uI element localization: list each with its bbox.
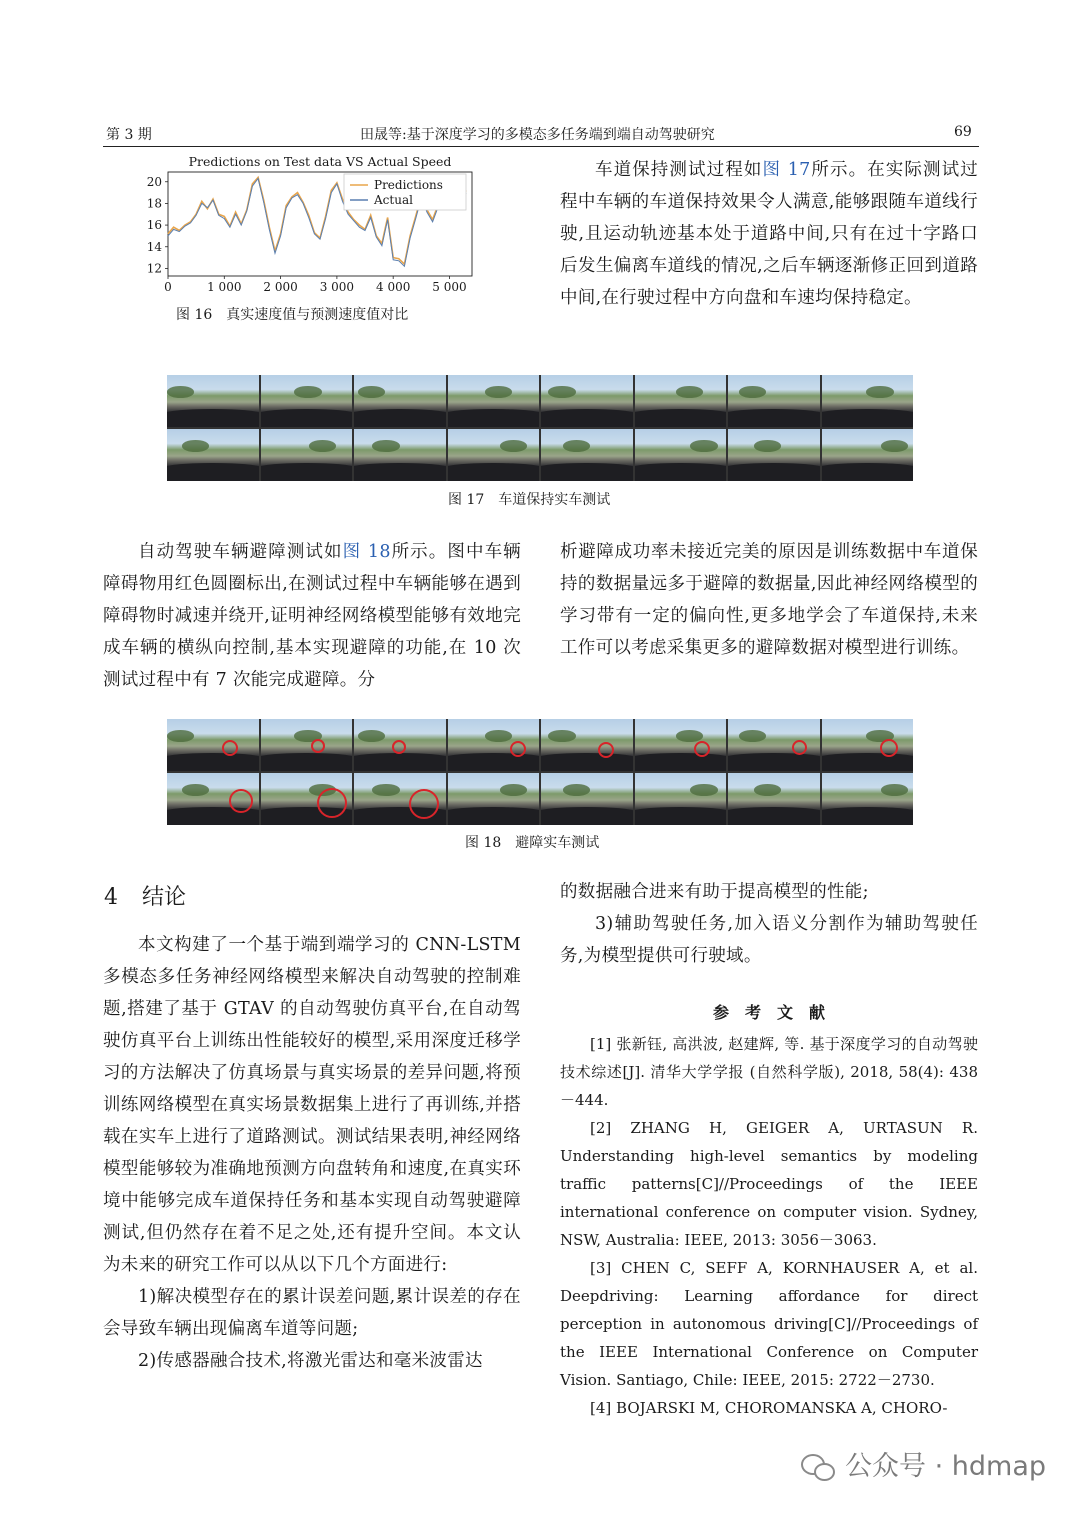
- dashboard-shape: [822, 807, 914, 825]
- tree-shape: [676, 386, 703, 397]
- tree-shape: [739, 386, 766, 397]
- section-number: 4: [104, 885, 118, 910]
- tree-shape: [866, 386, 893, 397]
- dashcam-frame: [261, 773, 353, 825]
- dashboard-shape: [822, 753, 914, 771]
- dashcam-frame: [635, 719, 727, 771]
- dashcam-frame: [728, 375, 820, 427]
- y-tick-label: 14: [146, 239, 162, 254]
- paragraph-text: 所示。图中车辆障碍物用红色圆圈标出,在测试过程中车辆能够在遇到障碍物时减速并绕开,证明神经网络模型能够有效地完成车辆的横纵向控制,基本实现避障的功能,在 10 次测试过程中有 7 次能完成避障。分: [103, 542, 521, 690]
- tree-shape: [309, 440, 336, 451]
- watermark-text: 公众号 · hdmap: [845, 1451, 1046, 1482]
- dashboard-shape: [448, 409, 540, 427]
- dashboard-shape: [728, 807, 820, 825]
- conclusion-paragraph: 本文构建了一个基于端到端学习的 CNN-LSTM 多模态多任务神经网络模型来解决自动驾驶的控制难题,搭建了基于 GTAV 的自动驾驶仿真平台,在自动驾驶仿真平台上训练出性能较好的模型,采用深度迁移学习的方法解决了仿真场景与真实场景的差异问题,将预训练网络模型在真实场景数据集上进行了再训练,并搭载在实车上进行了道路测试。测试结果表明,神经网络模型能够较为准确地预测方向盘转角和速度,在真实环境中能够完成车道保持任务和基本实现自动驾驶避障测试,但仍然存在着不足之处,还有提升空间。本文认为未来的研究工作可以从以下几个方面进行:: [103, 935, 521, 1275]
- legend-label: Actual: [374, 193, 413, 207]
- dashcam-frame: [728, 719, 820, 771]
- tree-shape: [881, 784, 908, 795]
- dashboard-shape: [541, 409, 633, 427]
- obstacle-marker-circle: [792, 740, 807, 755]
- future-work-item-2-continued: 的数据融合进来有助于提高模型的性能;: [560, 882, 869, 902]
- y-tick-label: 12: [146, 261, 162, 276]
- dashboard-shape: [448, 463, 540, 481]
- x-tick-label: 2 000: [263, 280, 298, 294]
- y-tick-label: 18: [146, 196, 162, 211]
- section-heading: [104, 880, 186, 911]
- dashcam-frame: [541, 719, 633, 771]
- tree-shape: [676, 730, 703, 741]
- dashboard-shape: [261, 409, 353, 427]
- dashcam-frame: [541, 375, 633, 427]
- figure-17-caption: 图 17 车道保持实车测试: [448, 492, 611, 508]
- dashcam-frame: [822, 375, 914, 427]
- dashboard-shape: [448, 807, 540, 825]
- tree-shape: [182, 784, 209, 795]
- tree-shape: [167, 730, 194, 741]
- tree-shape: [548, 730, 575, 741]
- dashcam-frame: [167, 429, 259, 481]
- dashboard-shape: [635, 807, 727, 825]
- references-list: [560, 1030, 978, 1422]
- dashcam-frame: [354, 719, 446, 771]
- reference-item: [1] 张新钰, 高洪波, 赵建辉, 等. 基于深度学习的自动驾驶技术综述[J]. 清华大学学报 (自然科学版), 2018, 58(4): 438－444.: [560, 1035, 978, 1109]
- obstacle-avoidance-paragraph: [103, 536, 521, 696]
- dashcam-frame: [728, 773, 820, 825]
- reference-item: [2] ZHANG H, GEIGER A, URTASUN R. Understanding high-level semantics by modeling traffic patterns[C]//Proceedings of the IEEE international conference on computer vision. Sydney, NSW, Australia: IEEE, 2013: 3056－3063.: [560, 1119, 978, 1249]
- speed-comparison-chart: [130, 150, 480, 300]
- obstacle-avoidance-photo-grid: [167, 719, 913, 825]
- obstacle-marker-circle: [880, 739, 898, 757]
- figure-reference-link[interactable]: 图 17: [762, 160, 811, 180]
- dashboard-shape: [635, 409, 727, 427]
- dashcam-frame: [167, 375, 259, 427]
- dashboard-shape: [167, 409, 259, 427]
- dashboard-shape: [354, 409, 446, 427]
- tree-shape: [358, 730, 385, 741]
- dashcam-frame: [448, 429, 540, 481]
- x-tick-label: 1 000: [207, 280, 242, 294]
- paragraph-text: 自动驾驶车辆避障测试如: [138, 542, 343, 562]
- y-tick-label: 20: [146, 174, 162, 189]
- dashcam-frame: [354, 429, 446, 481]
- conclusion-right-column: [560, 876, 978, 972]
- tree-shape: [881, 440, 908, 451]
- dashcam-frame: [822, 719, 914, 771]
- dashcam-frame: [167, 773, 259, 825]
- dashcam-frame: [448, 375, 540, 427]
- section-title: 结论: [142, 885, 187, 910]
- obstacle-marker-circle: [311, 739, 325, 753]
- dashcam-frame: [448, 719, 540, 771]
- obstacle-marker-circle: [229, 789, 253, 813]
- obstacle-marker-circle: [317, 788, 347, 818]
- tree-shape: [563, 440, 590, 451]
- tree-shape: [548, 386, 575, 397]
- obstacle-marker-circle: [510, 741, 526, 757]
- obstacle-marker-circle: [409, 789, 439, 819]
- x-tick-label: 4 000: [376, 280, 411, 294]
- dashboard-shape: [354, 753, 446, 771]
- dashboard-shape: [541, 463, 633, 481]
- dashboard-shape: [635, 463, 727, 481]
- dashcam-frame: [261, 719, 353, 771]
- tree-shape: [500, 784, 527, 795]
- dashboard-shape: [541, 807, 633, 825]
- lane-keeping-paragraph: [560, 154, 978, 314]
- dashcam-frame: [261, 429, 353, 481]
- x-tick-label: 3 000: [319, 280, 355, 294]
- obstacle-marker-circle: [392, 740, 406, 754]
- future-work-item-3: 3)辅助驾驶任务,加入语义分割作为辅助驾驶任务,为模型提供可行驶域。: [560, 914, 978, 966]
- tree-shape: [182, 440, 209, 451]
- running-title: 田晟等:基于深度学习的多模态多任务端到端自动驾驶研究: [360, 127, 715, 143]
- dashcam-frame: [635, 375, 727, 427]
- obstacle-analysis-paragraph: 析避障成功率未接近完美的原因是训练数据中车道保持的数据量远多于避障的数据量,因此神经网络模型的学习带有一定的偏向性,更多地学会了车道保持,未来工作可以考虑采集更多的避障数据对模型进行训练。: [560, 542, 978, 658]
- reference-item: [4] BOJARSKI M, CHOROMANSKA A, CHORO-: [590, 1399, 948, 1417]
- dashboard-shape: [354, 463, 446, 481]
- dashboard-shape: [167, 753, 259, 771]
- y-tick-label: 16: [146, 218, 162, 233]
- watermark: [801, 1444, 1046, 1483]
- tree-shape: [754, 440, 781, 451]
- dashcam-frame: [635, 429, 727, 481]
- dashcam-frame: [261, 375, 353, 427]
- tree-shape: [372, 440, 399, 451]
- dashcam-frame: [354, 375, 446, 427]
- tree-shape: [485, 386, 512, 397]
- dashboard-shape: [728, 753, 820, 771]
- future-work-item-2: 2)传感器融合技术,将激光雷达和毫米波雷达: [138, 1351, 483, 1371]
- dashboard-shape: [728, 409, 820, 427]
- obstacle-marker-circle: [694, 741, 710, 757]
- tree-shape: [485, 730, 512, 741]
- conclusion-left-column: [103, 929, 521, 1377]
- obstacle-marker-circle: [598, 742, 614, 758]
- dashboard-shape: [822, 409, 914, 427]
- dashcam-frame: [728, 429, 820, 481]
- tree-shape: [358, 386, 385, 397]
- lane-keeping-photo-grid: [167, 375, 913, 481]
- chart-title: Predictions on Test data VS Actual Speed: [188, 154, 452, 169]
- dashboard-shape: [728, 463, 820, 481]
- dashboard-shape: [635, 753, 727, 771]
- tree-shape: [372, 784, 399, 795]
- x-tick-label: 0: [164, 280, 172, 294]
- dashboard-shape: [448, 753, 540, 771]
- tree-shape: [754, 784, 781, 795]
- page-number: 69: [954, 124, 972, 140]
- legend-label: Predictions: [374, 178, 443, 192]
- tree-shape: [294, 386, 321, 397]
- dashcam-frame: [635, 773, 727, 825]
- dashboard-shape: [261, 753, 353, 771]
- tree-shape: [690, 440, 717, 451]
- dashcam-frame: [448, 773, 540, 825]
- references-heading: 参 考 文 献: [712, 1003, 825, 1022]
- dashcam-frame: [822, 429, 914, 481]
- tree-shape: [690, 784, 717, 795]
- obstacle-marker-circle: [222, 740, 238, 756]
- dashboard-shape: [822, 463, 914, 481]
- x-tick-label: 5 000: [432, 280, 467, 294]
- dashcam-frame: [541, 429, 633, 481]
- dashboard-shape: [541, 753, 633, 771]
- dashcam-frame: [354, 773, 446, 825]
- header-rule: [103, 146, 979, 147]
- tree-shape: [500, 440, 527, 451]
- paragraph-text: 车道保持测试过程如: [595, 160, 763, 180]
- dashcam-frame: [167, 719, 259, 771]
- issue-number: 第 3 期: [106, 127, 152, 143]
- figure-16-caption: 图 16 真实速度值与预测速度值对比: [176, 307, 409, 323]
- dashboard-shape: [167, 463, 259, 481]
- figure-18-caption: 图 18 避障实车测试: [465, 835, 600, 851]
- tree-shape: [167, 386, 194, 397]
- wechat-icon: [801, 1454, 837, 1482]
- dashboard-shape: [261, 463, 353, 481]
- reference-item: [3] CHEN C, SEFF A, KORNHAUSER A, et al. Deepdriving: Learning affordance for direct perception in autonomous driving[C]//Proceedings of the IEEE International Conference on Computer Vision. Santiago, Chile: IEEE, 2015: 2722－2730.: [560, 1259, 978, 1389]
- dashcam-frame: [541, 773, 633, 825]
- tree-shape: [739, 730, 766, 741]
- paragraph-text: 所示。在实际测试过程中车辆的车道保持效果令人满意,能够跟随车道线行驶,且运动轨迹基本处于道路中间,只有在过十字路口后发生偏离车道线的情况,之后车辆逐渐修正回到道路中间,在行驶过程中方向盘和车速均保持稳定。: [560, 160, 979, 308]
- future-work-item-1: 1)解决模型存在的累计误差问题,累计误差的存在会导致车辆出现偏离车道等问题;: [103, 1287, 521, 1339]
- tree-shape: [563, 784, 590, 795]
- figure-reference-link[interactable]: 图 18: [342, 542, 391, 562]
- dashcam-frame: [822, 773, 914, 825]
